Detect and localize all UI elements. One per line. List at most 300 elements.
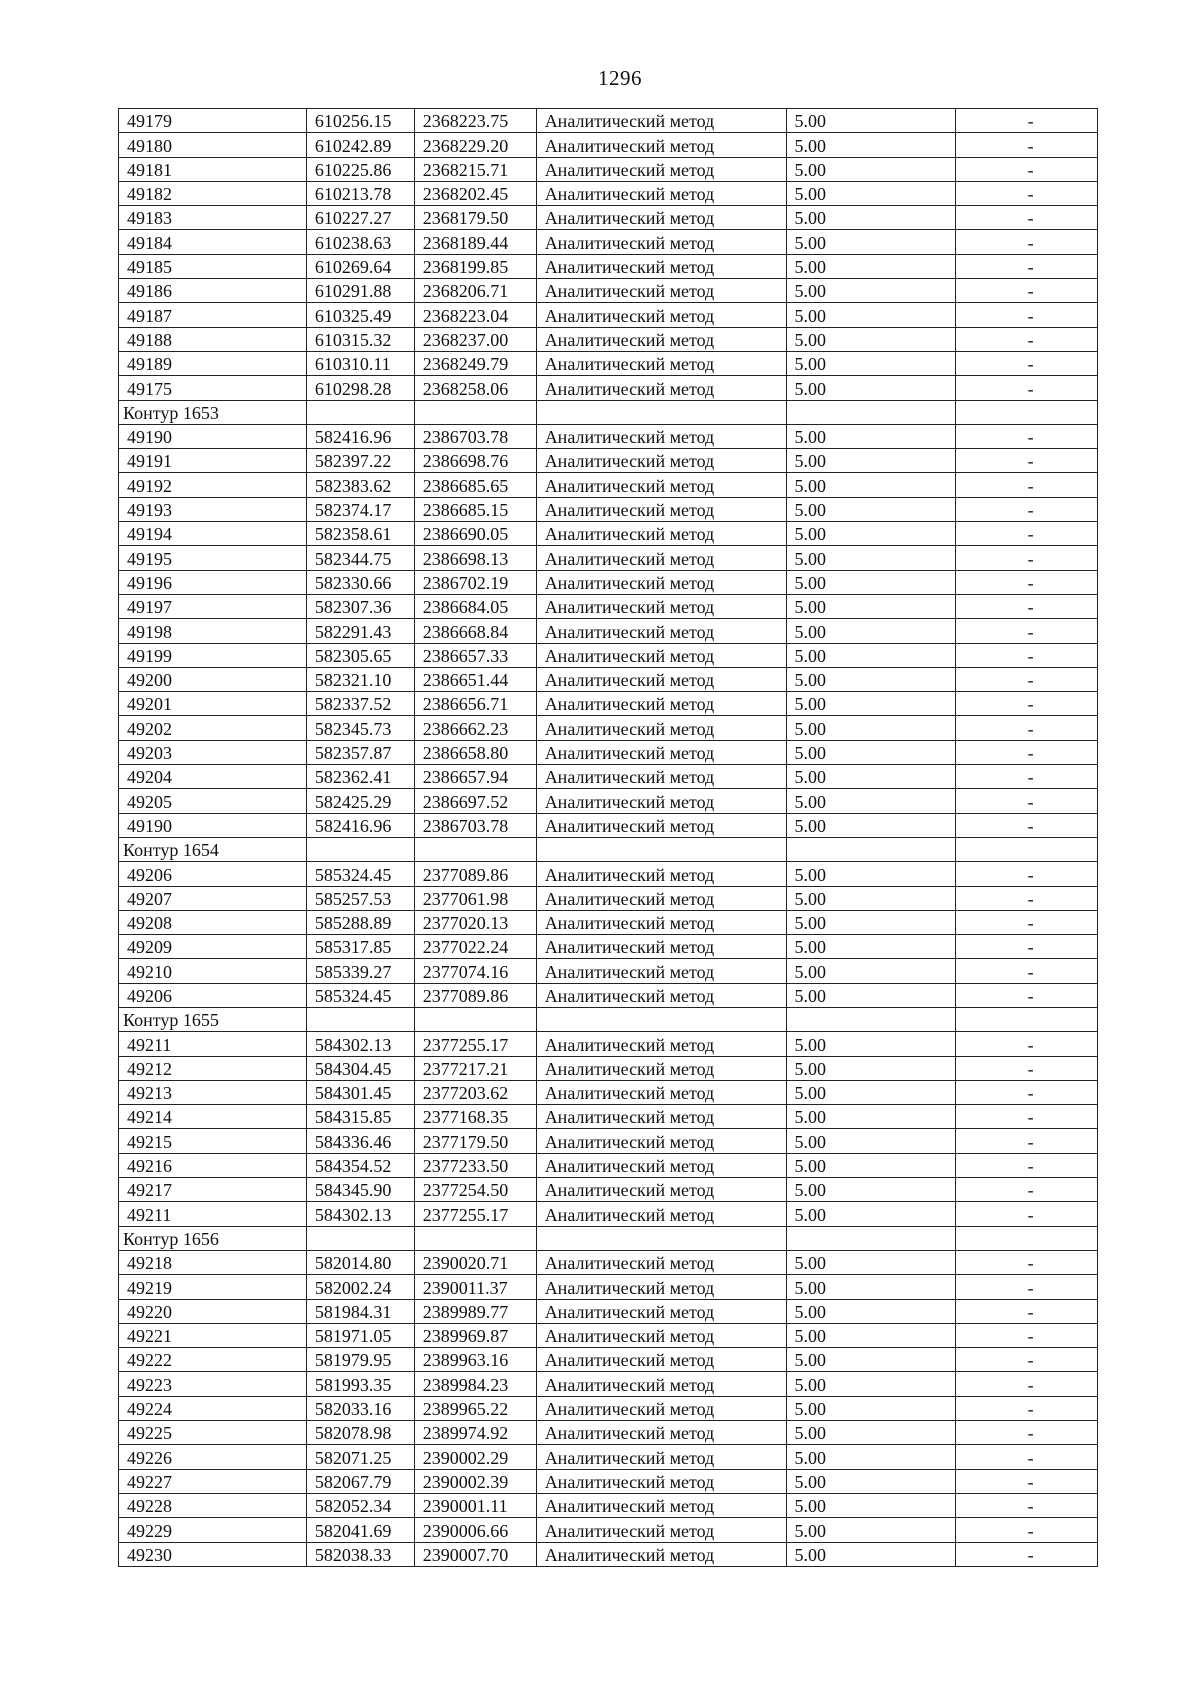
x-coordinate-cell: 582041.69 (306, 1518, 414, 1542)
y-coordinate-cell: 2377061.98 (414, 886, 536, 910)
x-coordinate-cell: 610298.28 (306, 376, 414, 400)
table-row (119, 230, 1098, 254)
x-coordinate-cell: 585339.27 (306, 959, 414, 983)
y-coordinate-cell: 2389965.22 (414, 1396, 536, 1420)
point-id-cell: 49184 (119, 230, 307, 254)
note-cell: - (956, 813, 1098, 837)
empty-cell (956, 400, 1098, 424)
point-id-cell: 49225 (119, 1421, 307, 1445)
note-cell: - (956, 1372, 1098, 1396)
note-cell: - (956, 886, 1098, 910)
empty-cell (786, 1007, 956, 1031)
x-coordinate-cell: 582071.25 (306, 1445, 414, 1469)
table-row (119, 497, 1098, 521)
method-cell: Аналитический метод (536, 1372, 786, 1396)
precision-cell: 5.00 (786, 181, 956, 205)
point-id-cell: 49221 (119, 1323, 307, 1347)
precision-cell: 5.00 (786, 1178, 956, 1202)
x-coordinate-cell: 585324.45 (306, 983, 414, 1007)
method-cell: Аналитический метод (536, 935, 786, 959)
y-coordinate-cell: 2368179.50 (414, 206, 536, 230)
y-coordinate-cell: 2368206.71 (414, 279, 536, 303)
precision-cell: 5.00 (786, 351, 956, 375)
point-id-cell: 49217 (119, 1178, 307, 1202)
precision-cell: 5.00 (786, 1518, 956, 1542)
empty-cell (306, 1226, 414, 1250)
point-id-cell: 49192 (119, 473, 307, 497)
method-cell: Аналитический метод (536, 910, 786, 934)
x-coordinate-cell: 581971.05 (306, 1323, 414, 1347)
precision-cell: 5.00 (786, 1105, 956, 1129)
point-id-cell: 49196 (119, 570, 307, 594)
table-row (119, 133, 1098, 157)
point-id-cell: 49191 (119, 449, 307, 473)
point-id-cell: 49209 (119, 935, 307, 959)
note-cell: - (956, 181, 1098, 205)
note-cell: - (956, 522, 1098, 546)
table-row (119, 1299, 1098, 1323)
x-coordinate-cell: 610256.15 (306, 109, 414, 133)
table-row (119, 1032, 1098, 1056)
method-cell: Аналитический метод (536, 789, 786, 813)
x-coordinate-cell: 610213.78 (306, 181, 414, 205)
point-id-cell: 49227 (119, 1469, 307, 1493)
y-coordinate-cell: 2386656.71 (414, 692, 536, 716)
table-row (119, 643, 1098, 667)
y-coordinate-cell: 2389963.16 (414, 1348, 536, 1372)
table-row (119, 1275, 1098, 1299)
x-coordinate-cell: 582307.36 (306, 594, 414, 618)
note-cell: - (956, 473, 1098, 497)
y-coordinate-cell: 2386697.52 (414, 789, 536, 813)
empty-cell (414, 837, 536, 861)
table-row (119, 740, 1098, 764)
point-id-cell: 49186 (119, 279, 307, 303)
precision-cell: 5.00 (786, 765, 956, 789)
point-id-cell: 49214 (119, 1105, 307, 1129)
x-coordinate-cell: 584345.90 (306, 1178, 414, 1202)
precision-cell: 5.00 (786, 1080, 956, 1104)
note-cell: - (956, 303, 1098, 327)
method-cell: Аналитический метод (536, 983, 786, 1007)
table-row (119, 959, 1098, 983)
y-coordinate-cell: 2390011.37 (414, 1275, 536, 1299)
precision-cell: 5.00 (786, 279, 956, 303)
precision-cell: 5.00 (786, 230, 956, 254)
point-id-cell: 49220 (119, 1299, 307, 1323)
note-cell: - (956, 109, 1098, 133)
note-cell: - (956, 376, 1098, 400)
precision-cell: 5.00 (786, 789, 956, 813)
method-cell: Аналитический метод (536, 1445, 786, 1469)
point-id-cell: 49188 (119, 327, 307, 351)
precision-cell: 5.00 (786, 959, 956, 983)
table-row (119, 376, 1098, 400)
x-coordinate-cell: 610225.86 (306, 157, 414, 181)
note-cell: - (956, 570, 1098, 594)
note-cell: - (956, 327, 1098, 351)
method-cell: Аналитический метод (536, 473, 786, 497)
x-coordinate-cell: 582038.33 (306, 1542, 414, 1566)
method-cell: Аналитический метод (536, 497, 786, 521)
note-cell: - (956, 1469, 1098, 1493)
note-cell: - (956, 1129, 1098, 1153)
method-cell: Аналитический метод (536, 765, 786, 789)
point-id-cell: 49190 (119, 424, 307, 448)
x-coordinate-cell: 582345.73 (306, 716, 414, 740)
table-row (119, 570, 1098, 594)
precision-cell: 5.00 (786, 886, 956, 910)
empty-cell (306, 400, 414, 424)
precision-cell: 5.00 (786, 1396, 956, 1420)
x-coordinate-cell: 582033.16 (306, 1396, 414, 1420)
point-id-cell: 49197 (119, 594, 307, 618)
contour-label: Контур 1655 (119, 1007, 307, 1031)
y-coordinate-cell: 2377168.35 (414, 1105, 536, 1129)
method-cell: Аналитический метод (536, 1299, 786, 1323)
point-id-cell: 49228 (119, 1493, 307, 1517)
note-cell: - (956, 546, 1098, 570)
method-cell: Аналитический метод (536, 1129, 786, 1153)
point-id-cell: 49182 (119, 181, 307, 205)
x-coordinate-cell: 582330.66 (306, 570, 414, 594)
point-id-cell: 49199 (119, 643, 307, 667)
note-cell: - (956, 1542, 1098, 1566)
precision-cell: 5.00 (786, 910, 956, 934)
y-coordinate-cell: 2386685.65 (414, 473, 536, 497)
method-cell: Аналитический метод (536, 109, 786, 133)
table-row (119, 1105, 1098, 1129)
note-cell: - (956, 1032, 1098, 1056)
method-cell: Аналитический метод (536, 424, 786, 448)
x-coordinate-cell: 584336.46 (306, 1129, 414, 1153)
table-row (119, 886, 1098, 910)
note-cell: - (956, 789, 1098, 813)
method-cell: Аналитический метод (536, 1542, 786, 1566)
note-cell: - (956, 230, 1098, 254)
empty-cell (306, 1007, 414, 1031)
precision-cell: 5.00 (786, 570, 956, 594)
x-coordinate-cell: 582078.98 (306, 1421, 414, 1445)
precision-cell: 5.00 (786, 1056, 956, 1080)
precision-cell: 5.00 (786, 740, 956, 764)
table-row (119, 303, 1098, 327)
note-cell: - (956, 351, 1098, 375)
note-cell: - (956, 1299, 1098, 1323)
y-coordinate-cell: 2390020.71 (414, 1250, 536, 1274)
y-coordinate-cell: 2377089.86 (414, 983, 536, 1007)
table-row (119, 813, 1098, 837)
point-id-cell: 49218 (119, 1250, 307, 1274)
table-row (119, 1493, 1098, 1517)
precision-cell: 5.00 (786, 1421, 956, 1445)
note-cell: - (956, 643, 1098, 667)
table-row (119, 910, 1098, 934)
table-row (119, 765, 1098, 789)
method-cell: Аналитический метод (536, 1178, 786, 1202)
table-row (119, 1129, 1098, 1153)
method-cell: Аналитический метод (536, 1493, 786, 1517)
y-coordinate-cell: 2368229.20 (414, 133, 536, 157)
point-id-cell: 49175 (119, 376, 307, 400)
method-cell: Аналитический метод (536, 1056, 786, 1080)
y-coordinate-cell: 2390007.70 (414, 1542, 536, 1566)
point-id-cell: 49181 (119, 157, 307, 181)
y-coordinate-cell: 2377089.86 (414, 862, 536, 886)
y-coordinate-cell: 2390001.11 (414, 1493, 536, 1517)
table-row (119, 983, 1098, 1007)
point-id-cell: 49190 (119, 813, 307, 837)
note-cell: - (956, 1445, 1098, 1469)
x-coordinate-cell: 610315.32 (306, 327, 414, 351)
y-coordinate-cell: 2390002.29 (414, 1445, 536, 1469)
precision-cell: 5.00 (786, 1542, 956, 1566)
x-coordinate-cell: 582416.96 (306, 424, 414, 448)
point-id-cell: 49180 (119, 133, 307, 157)
note-cell: - (956, 1250, 1098, 1274)
empty-cell (414, 400, 536, 424)
note-cell: - (956, 497, 1098, 521)
note-cell: - (956, 424, 1098, 448)
table-row (119, 546, 1098, 570)
y-coordinate-cell: 2377179.50 (414, 1129, 536, 1153)
note-cell: - (956, 1421, 1098, 1445)
note-cell: - (956, 910, 1098, 934)
y-coordinate-cell: 2386658.80 (414, 740, 536, 764)
point-id-cell: 49210 (119, 959, 307, 983)
table-row (119, 862, 1098, 886)
table-row (119, 667, 1098, 691)
y-coordinate-cell: 2377255.17 (414, 1202, 536, 1226)
table-row (119, 1250, 1098, 1274)
y-coordinate-cell: 2386703.78 (414, 424, 536, 448)
table-row (119, 1202, 1098, 1226)
point-id-cell: 49198 (119, 619, 307, 643)
y-coordinate-cell: 2386662.23 (414, 716, 536, 740)
note-cell: - (956, 1396, 1098, 1420)
x-coordinate-cell: 582337.52 (306, 692, 414, 716)
precision-cell: 5.00 (786, 206, 956, 230)
precision-cell: 5.00 (786, 497, 956, 521)
method-cell: Аналитический метод (536, 181, 786, 205)
precision-cell: 5.00 (786, 1445, 956, 1469)
note-cell: - (956, 692, 1098, 716)
point-id-cell: 49215 (119, 1129, 307, 1153)
point-id-cell: 49224 (119, 1396, 307, 1420)
x-coordinate-cell: 610227.27 (306, 206, 414, 230)
point-id-cell: 49202 (119, 716, 307, 740)
precision-cell: 5.00 (786, 862, 956, 886)
empty-cell (536, 1007, 786, 1031)
y-coordinate-cell: 2386684.05 (414, 594, 536, 618)
precision-cell: 5.00 (786, 1299, 956, 1323)
method-cell: Аналитический метод (536, 1153, 786, 1177)
precision-cell: 5.00 (786, 1153, 956, 1177)
x-coordinate-cell: 610242.89 (306, 133, 414, 157)
x-coordinate-cell: 582362.41 (306, 765, 414, 789)
empty-cell (786, 1226, 956, 1250)
precision-cell: 5.00 (786, 1493, 956, 1517)
note-cell: - (956, 279, 1098, 303)
note-cell: - (956, 1518, 1098, 1542)
point-id-cell: 49203 (119, 740, 307, 764)
note-cell: - (956, 206, 1098, 230)
x-coordinate-cell: 582425.29 (306, 789, 414, 813)
method-cell: Аналитический метод (536, 667, 786, 691)
note-cell: - (956, 1056, 1098, 1080)
table-row (119, 424, 1098, 448)
precision-cell: 5.00 (786, 1469, 956, 1493)
note-cell: - (956, 935, 1098, 959)
method-cell: Аналитический метод (536, 813, 786, 837)
point-id-cell: 49212 (119, 1056, 307, 1080)
point-id-cell: 49211 (119, 1202, 307, 1226)
y-coordinate-cell: 2386690.05 (414, 522, 536, 546)
point-id-cell: 49223 (119, 1372, 307, 1396)
note-cell: - (956, 765, 1098, 789)
note-cell: - (956, 1275, 1098, 1299)
note-cell: - (956, 959, 1098, 983)
table-row (119, 206, 1098, 230)
y-coordinate-cell: 2390002.39 (414, 1469, 536, 1493)
x-coordinate-cell: 585324.45 (306, 862, 414, 886)
x-coordinate-cell: 582002.24 (306, 1275, 414, 1299)
x-coordinate-cell: 582321.10 (306, 667, 414, 691)
table-row (119, 1542, 1098, 1566)
note-cell: - (956, 1153, 1098, 1177)
empty-cell (786, 400, 956, 424)
empty-cell (786, 837, 956, 861)
y-coordinate-cell: 2386685.15 (414, 497, 536, 521)
point-id-cell: 49213 (119, 1080, 307, 1104)
note-cell: - (956, 740, 1098, 764)
contour-header-row (119, 1007, 1098, 1031)
empty-cell (536, 837, 786, 861)
precision-cell: 5.00 (786, 303, 956, 327)
empty-cell (414, 1226, 536, 1250)
contour-header-row (119, 1226, 1098, 1250)
table-row (119, 473, 1098, 497)
contour-header-row (119, 837, 1098, 861)
y-coordinate-cell: 2368237.00 (414, 327, 536, 351)
table-row (119, 1348, 1098, 1372)
x-coordinate-cell: 582357.87 (306, 740, 414, 764)
point-id-cell: 49216 (119, 1153, 307, 1177)
coordinates-table-body (119, 109, 1098, 1567)
y-coordinate-cell: 2390006.66 (414, 1518, 536, 1542)
table-row (119, 789, 1098, 813)
precision-cell: 5.00 (786, 1348, 956, 1372)
method-cell: Аналитический метод (536, 1202, 786, 1226)
note-cell: - (956, 254, 1098, 278)
method-cell: Аналитический метод (536, 376, 786, 400)
precision-cell: 5.00 (786, 1372, 956, 1396)
method-cell: Аналитический метод (536, 1421, 786, 1445)
point-id-cell: 49206 (119, 983, 307, 1007)
y-coordinate-cell: 2389969.87 (414, 1323, 536, 1347)
x-coordinate-cell: 584301.45 (306, 1080, 414, 1104)
table-row (119, 157, 1098, 181)
method-cell: Аналитический метод (536, 1032, 786, 1056)
note-cell: - (956, 1178, 1098, 1202)
precision-cell: 5.00 (786, 133, 956, 157)
x-coordinate-cell: 581979.95 (306, 1348, 414, 1372)
y-coordinate-cell: 2386703.78 (414, 813, 536, 837)
method-cell: Аналитический метод (536, 959, 786, 983)
contour-label: Контур 1656 (119, 1226, 307, 1250)
precision-cell: 5.00 (786, 1275, 956, 1299)
x-coordinate-cell: 582416.96 (306, 813, 414, 837)
precision-cell: 5.00 (786, 716, 956, 740)
precision-cell: 5.00 (786, 1032, 956, 1056)
table-row (119, 1323, 1098, 1347)
precision-cell: 5.00 (786, 473, 956, 497)
table-row (119, 1178, 1098, 1202)
table-row (119, 1469, 1098, 1493)
x-coordinate-cell: 584354.52 (306, 1153, 414, 1177)
x-coordinate-cell: 582383.62 (306, 473, 414, 497)
precision-cell: 5.00 (786, 157, 956, 181)
point-id-cell: 49219 (119, 1275, 307, 1299)
method-cell: Аналитический метод (536, 886, 786, 910)
method-cell: Аналитический метод (536, 594, 786, 618)
precision-cell: 5.00 (786, 667, 956, 691)
method-cell: Аналитический метод (536, 133, 786, 157)
point-id-cell: 49230 (119, 1542, 307, 1566)
x-coordinate-cell: 610325.49 (306, 303, 414, 327)
y-coordinate-cell: 2386698.76 (414, 449, 536, 473)
x-coordinate-cell: 610291.88 (306, 279, 414, 303)
method-cell: Аналитический метод (536, 1348, 786, 1372)
empty-cell (536, 400, 786, 424)
table-row (119, 279, 1098, 303)
y-coordinate-cell: 2377203.62 (414, 1080, 536, 1104)
y-coordinate-cell: 2368189.44 (414, 230, 536, 254)
note-cell: - (956, 619, 1098, 643)
table-row (119, 1153, 1098, 1177)
note-cell: - (956, 1323, 1098, 1347)
table-row (119, 1372, 1098, 1396)
table-row (119, 1518, 1098, 1542)
precision-cell: 5.00 (786, 449, 956, 473)
precision-cell: 5.00 (786, 109, 956, 133)
method-cell: Аналитический метод (536, 327, 786, 351)
note-cell: - (956, 1348, 1098, 1372)
x-coordinate-cell: 582305.65 (306, 643, 414, 667)
note-cell: - (956, 594, 1098, 618)
y-coordinate-cell: 2368199.85 (414, 254, 536, 278)
method-cell: Аналитический метод (536, 230, 786, 254)
method-cell: Аналитический метод (536, 716, 786, 740)
note-cell: - (956, 1080, 1098, 1104)
precision-cell: 5.00 (786, 376, 956, 400)
point-id-cell: 49179 (119, 109, 307, 133)
method-cell: Аналитический метод (536, 570, 786, 594)
x-coordinate-cell: 581993.35 (306, 1372, 414, 1396)
method-cell: Аналитический метод (536, 1469, 786, 1493)
y-coordinate-cell: 2368258.06 (414, 376, 536, 400)
empty-cell (414, 1007, 536, 1031)
y-coordinate-cell: 2386668.84 (414, 619, 536, 643)
x-coordinate-cell: 584302.13 (306, 1032, 414, 1056)
point-id-cell: 49183 (119, 206, 307, 230)
table-row (119, 594, 1098, 618)
y-coordinate-cell: 2368202.45 (414, 181, 536, 205)
y-coordinate-cell: 2377020.13 (414, 910, 536, 934)
method-cell: Аналитический метод (536, 254, 786, 278)
method-cell: Аналитический метод (536, 157, 786, 181)
note-cell: - (956, 667, 1098, 691)
